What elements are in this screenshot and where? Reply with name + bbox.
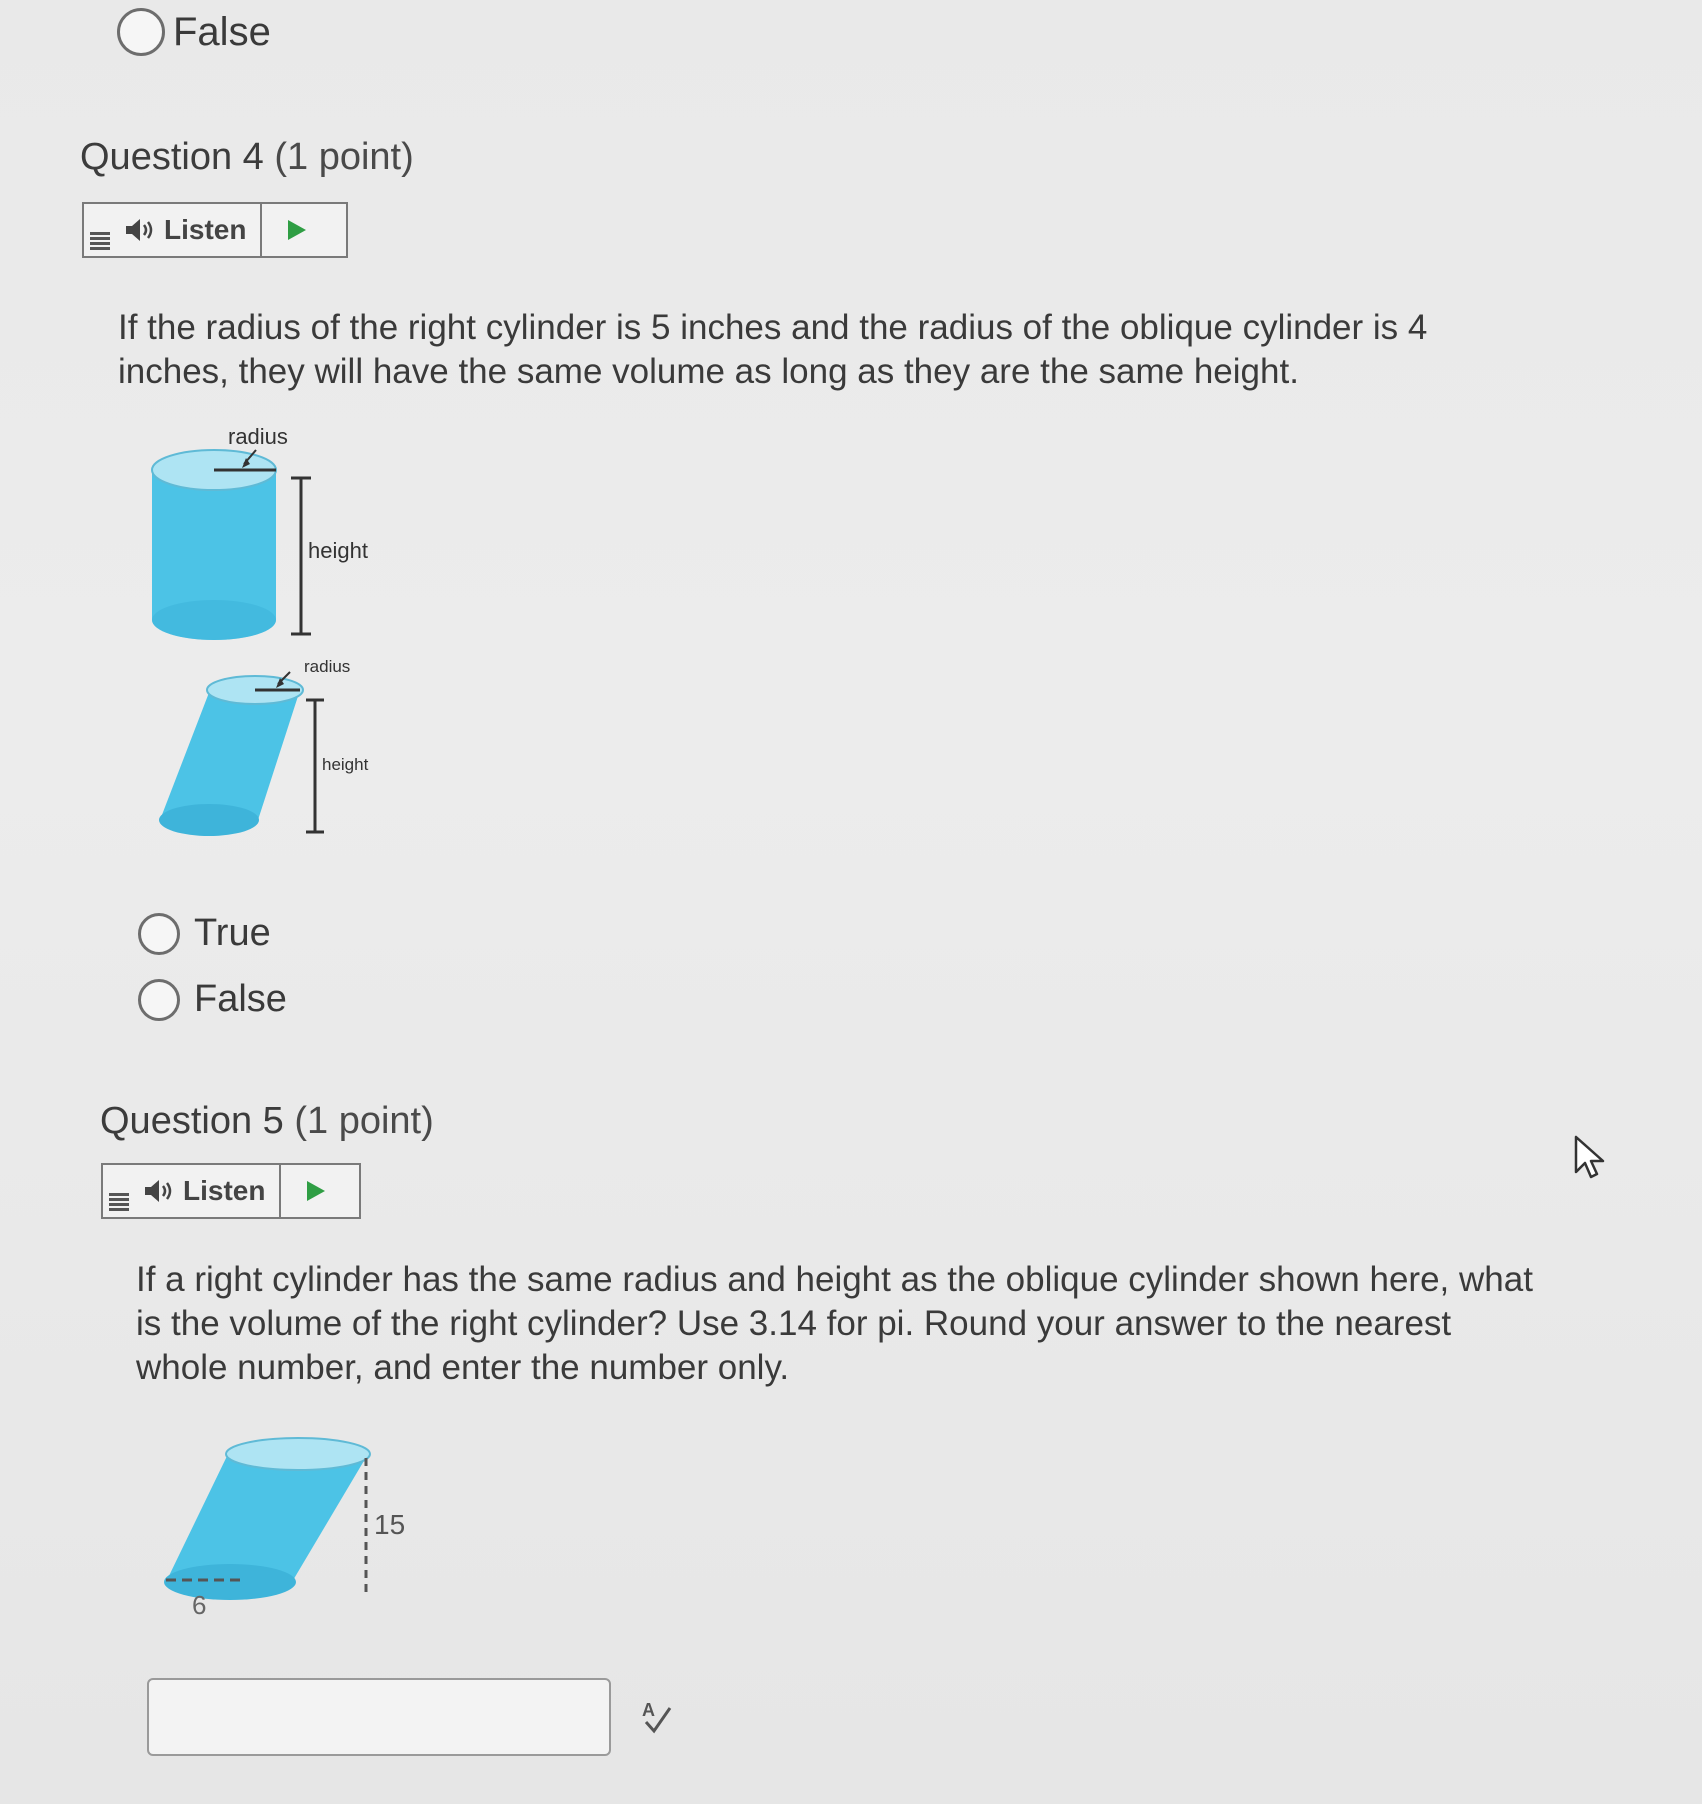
svg-text:A: A xyxy=(642,1700,655,1720)
play-button[interactable] xyxy=(281,1165,351,1217)
listen-label: Listen xyxy=(183,1175,266,1206)
q3-option-false[interactable] xyxy=(117,8,271,56)
right-radius-label: radius xyxy=(228,424,288,449)
oblique-height-label: height xyxy=(322,755,369,774)
question-5-text: If a right cylinder has the same radius and height as the oblique cylinder shown here, what is the volume of the right cylinder? Use 3.14 for pi. Round your answer to the nearest whole number, and enter the number only. xyxy=(136,1260,1533,1387)
question-5-heading xyxy=(100,1100,434,1143)
question-points: (1 point) xyxy=(274,136,414,178)
listen-button[interactable] xyxy=(141,1165,281,1217)
right-height-label: height xyxy=(308,538,368,563)
right-cylinder xyxy=(152,450,276,640)
listen-widget-q4[interactable] xyxy=(82,202,348,258)
listen-button[interactable] xyxy=(122,204,262,256)
spellcheck-icon[interactable] xyxy=(640,1698,676,1736)
radio-button[interactable] xyxy=(138,913,180,955)
speaker-icon xyxy=(143,1178,177,1204)
option-label: False xyxy=(173,9,271,54)
listen-label: Listen xyxy=(164,214,247,245)
radio-button[interactable] xyxy=(117,8,165,56)
question-title: Question 4 xyxy=(80,136,264,178)
option-label: True xyxy=(194,912,271,954)
question-points: (1 point) xyxy=(294,1100,434,1142)
listen-menu-icon[interactable] xyxy=(84,204,122,256)
diameter-label: 6 xyxy=(192,1590,207,1620)
play-icon xyxy=(286,218,308,242)
speaker-icon xyxy=(124,217,158,243)
answer-input[interactable] xyxy=(147,1678,611,1756)
oblique-radius-label: radius xyxy=(304,657,351,676)
cylinder-figure-q4 xyxy=(140,420,420,850)
listen-menu-icon[interactable] xyxy=(103,1165,141,1217)
q4-option-true[interactable] xyxy=(138,912,271,955)
radio-button[interactable] xyxy=(138,979,180,1021)
question-title: Question 5 xyxy=(100,1100,284,1142)
oblique-cylinder-figure-q5 xyxy=(150,1430,430,1630)
play-button[interactable] xyxy=(262,204,332,256)
q4-option-false[interactable] xyxy=(138,978,287,1021)
listen-widget-q5[interactable] xyxy=(101,1163,361,1219)
question-4-text: If the radius of the right cylinder is 5 inches and the radius of the oblique cylinder is 4 inches, they will have the same volume as long as they are the same height. xyxy=(118,308,1428,391)
height-label: 15 xyxy=(374,1509,406,1540)
cursor-icon xyxy=(1573,1134,1607,1180)
option-label: False xyxy=(194,978,287,1020)
oblique-cylinder xyxy=(159,672,303,836)
question-4-heading xyxy=(80,136,414,179)
play-icon xyxy=(305,1179,327,1203)
